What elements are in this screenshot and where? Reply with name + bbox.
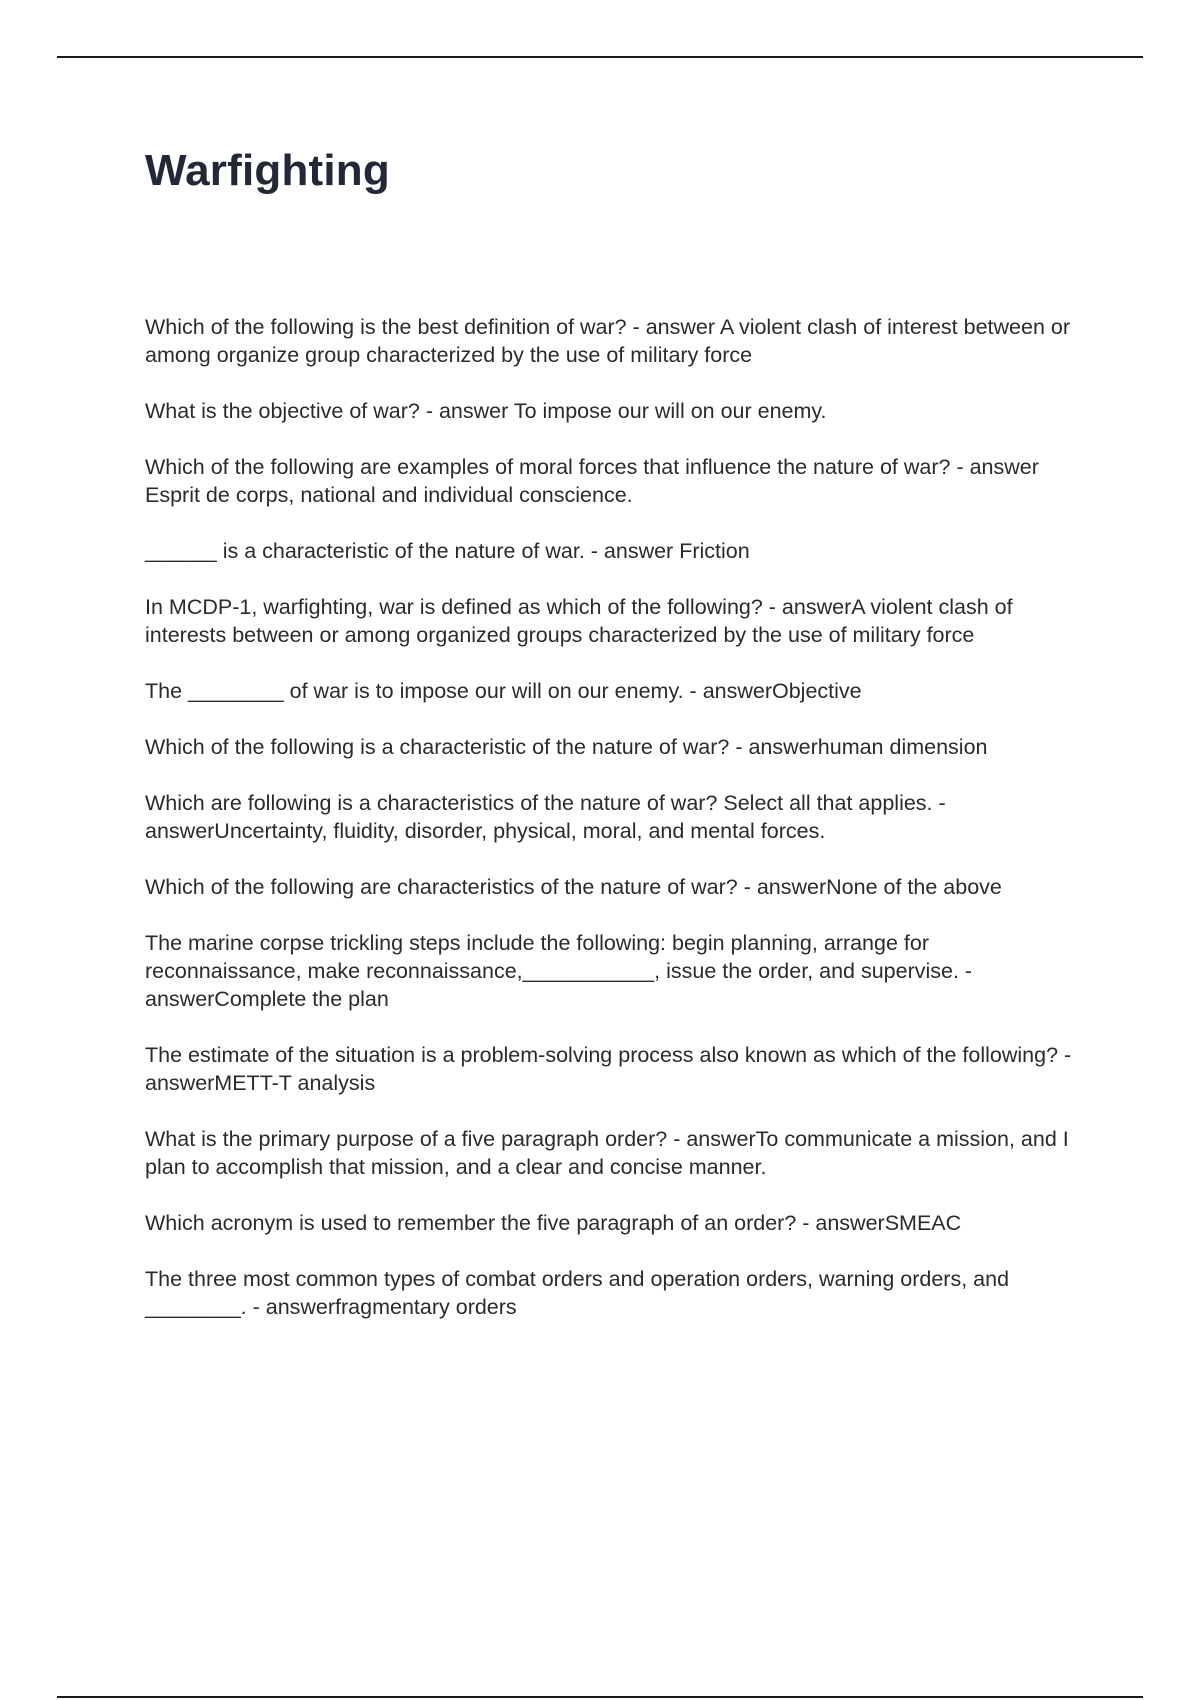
qa-item: The three most common types of combat orders and operation orders, warning orders, and ________. - answerfragmentary orders — [145, 1267, 1010, 1319]
qa-item: Which are following is a characteristics of the nature of war? Select all that applies. - answerUncertainty, fluidity, disorder, physical, moral, and mental forces. — [145, 791, 946, 843]
qa-item: Which of the following is a characteristic of the nature of war? - answerhuman dimension — [145, 735, 988, 759]
header-rule — [57, 56, 1143, 58]
qa-item: The marine corpse trickling steps include the following: begin planning, arrange for reconnaissance, make reconnaissance,___________, issue the order, and supervise. - answerComplete the plan — [145, 931, 973, 1011]
qa-item: The estimate of the situation is a problem-solving process also known as which of the following? - answerMETT-T analysis — [145, 1043, 1072, 1095]
qa-item: The ________ of war is to impose our will on our enemy. - answerObjective — [145, 679, 862, 703]
qa-item: What is the objective of war? - answer To impose our will on our enemy. — [145, 399, 827, 423]
qa-item: What is the primary purpose of a five paragraph order? - answerTo communicate a mission, and I plan to accomplish that mission, and a clear and concise manner. — [145, 1127, 1069, 1179]
footer-rule — [57, 1696, 1143, 1698]
qa-item: Which of the following are examples of moral forces that influence the nature of war? - answer Esprit de corps, national and individual conscience. — [145, 455, 1039, 507]
qa-item: Which of the following are characteristics of the nature of war? - answerNone of the above — [145, 875, 1002, 899]
qa-item: ______ is a characteristic of the nature of war. - answer Friction — [145, 539, 750, 563]
qa-item: Which acronym is used to remember the five paragraph of an order? - answerSMEAC — [145, 1211, 962, 1235]
qa-list — [145, 313, 1080, 1349]
qa-item: In MCDP-1, warfighting, war is defined as which of the following? - answerA violent clash of interests between or among organized groups characterized by the use of military force — [145, 595, 1013, 647]
qa-item: Which of the following is the best definition of war? - answer A violent clash of interest between or among organize group characterized by the use of military force — [145, 315, 1070, 367]
page-title: Warfighting — [145, 146, 390, 195]
